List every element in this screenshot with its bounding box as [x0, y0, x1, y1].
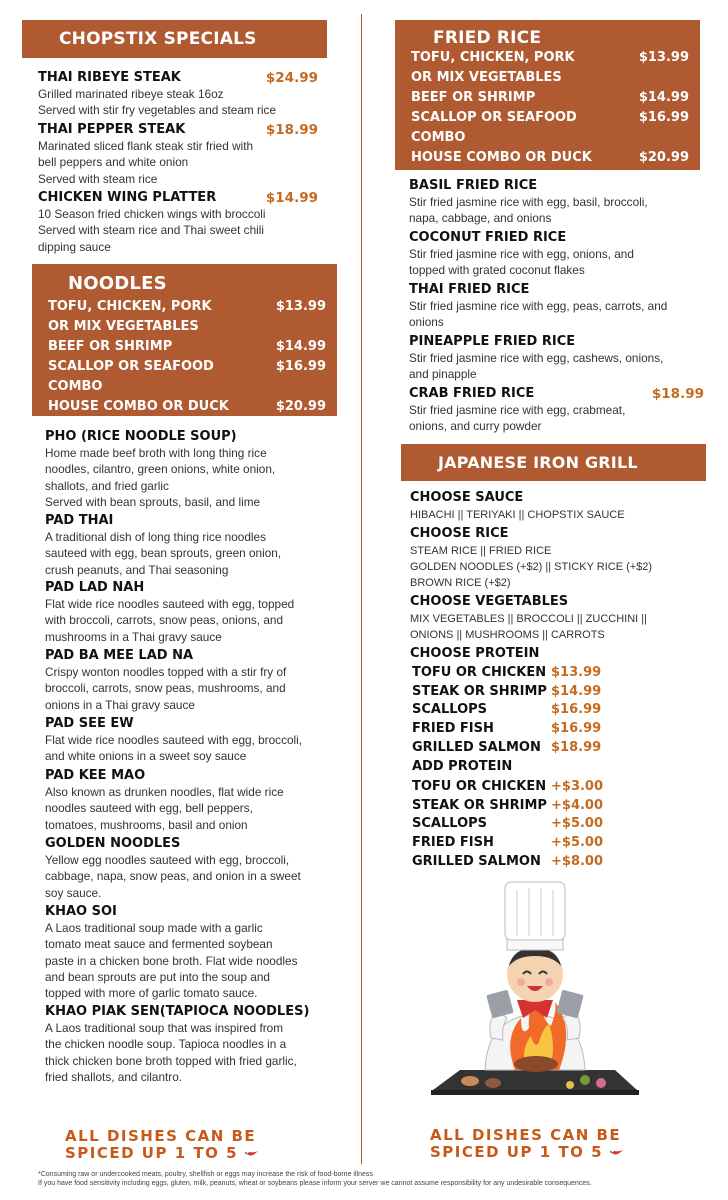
menu-item-name: PAD THAI [45, 513, 114, 528]
menu-item-description-line: Stir fried jasmine rice with egg, peas, carrots, and [409, 299, 668, 313]
protein-row [412, 740, 612, 755]
price-row [48, 339, 326, 354]
menu-item-description-line: 10 Season fried chicken wings with broccoli [38, 207, 266, 221]
menu-item-description-line: noodles, cilantro, green onions, white onion, [45, 462, 276, 477]
menu-item-description-line: the chicken noodle soup. Tapioca noodles in a [45, 1037, 287, 1052]
menu-item-name: PINEAPPLE FRIED RICE [409, 334, 576, 349]
menu-item-name: THAI RIBEYE STEAK [38, 70, 181, 85]
protein-price: $14.99 [551, 683, 602, 699]
rice-option-2: GOLDEN NOODLES (+$2) || STICKY RICE (+$2) [410, 561, 653, 573]
protein-price: +$4.00 [551, 797, 604, 813]
chili-pepper-icon [245, 1144, 259, 1162]
menu-item-name: THAI FRIED RICE [409, 282, 530, 297]
price-row-price: $14.99 [275, 339, 326, 354]
protein-label: FRIED FISH [412, 835, 494, 851]
price-row-label: HOUSE COMBO OR DUCK [411, 150, 592, 165]
menu-item [45, 904, 345, 1001]
fried-rice-banner [395, 20, 700, 170]
menu-item-description-line: sauteed with egg, bean sprouts, green onion, [45, 546, 282, 561]
menu-item-description-line: Served with bean sprouts, basil, and lime [45, 494, 261, 509]
protein-label: TOFU OR CHICKEN [412, 779, 547, 794]
rice-option-1: STEAM RICE || FRIED RICE [410, 545, 552, 557]
price-row [411, 50, 689, 65]
menu-item-description-line: soy sauce. [45, 885, 102, 900]
menu-item-name: COCONUT FRIED RICE [409, 230, 567, 245]
spice-note-right [430, 1127, 624, 1161]
protein-row [412, 684, 612, 699]
price-row-label: SCALLOP OR SEAFOOD [48, 359, 214, 374]
protein-label: STEAK OR SHRIMP [412, 797, 547, 813]
menu-item-price: $14.99 [265, 190, 318, 206]
protein-price: $13.99 [551, 665, 602, 680]
menu-item-description-line: paste in a chicken bone broth. Flat wide noodles [45, 953, 298, 968]
menu-item-description-line: crush peanuts, and Thai seasoning [45, 562, 229, 577]
price-row [48, 299, 326, 314]
chopstix-specials-banner [22, 20, 327, 58]
menu-item-description-line: onions in a Thai gravy sauce [45, 697, 195, 712]
menu-item [409, 282, 704, 331]
price-row-label: TOFU, CHICKEN, PORK [411, 50, 575, 65]
menu-item-name: GOLDEN NOODLES [45, 836, 181, 851]
menu-item-name: CRAB FRIED RICE [409, 386, 535, 401]
protein-price: $16.99 [551, 721, 602, 737]
menu-item-name: PAD SEE EW [45, 716, 134, 731]
vegetable-option-2: ONIONS || MUSHROOMS || CARROTS [410, 629, 605, 641]
menu-item-name: PAD KEE MAO [45, 768, 146, 783]
footnote-line1: *Consuming raw or undercooked meats, poultry, shellfish or eggs may increase the risk of food-borne illness [38, 1171, 373, 1178]
menu-item-price: $18.99 [651, 386, 704, 402]
menu-item [45, 648, 345, 713]
price-row [48, 379, 326, 394]
price-row-label: SCALLOP OR SEAFOOD [411, 110, 577, 125]
menu-item-description-line: Stir fried jasmine rice with egg, cashews, onions, [409, 351, 664, 365]
price-row [48, 319, 326, 334]
menu-item-description-line: shallots, and fried garlic [45, 478, 169, 493]
menu-item-price: $18.99 [265, 122, 318, 138]
protein-row [412, 854, 612, 869]
menu-item-description-line: A traditional dish of long thing rice noodles [45, 530, 267, 544]
footnote-line2: If you have food sensitivity including eggs, gluten, milk, peanuts, wheat or soybeans please inform your server we cannot assume responsibility for any undesirable consequences. [38, 1180, 592, 1187]
price-row-label: BEEF OR SHRIMP [48, 339, 173, 354]
price-row-price: $13.99 [638, 50, 689, 65]
price-row-price: $20.99 [638, 150, 689, 165]
price-row-label: COMBO [411, 130, 466, 145]
vegetable-option-1: MIX VEGETABLES || BROCCOLI || ZUCCHINI || [410, 613, 647, 625]
spice-note-line1: ALL DISHES CAN BE [65, 1127, 257, 1145]
menu-item-description-line: mushrooms in a Thai gravy sauce [45, 629, 222, 644]
spice-note-line2: SPICED UP 1 TO 5 [65, 1145, 259, 1162]
price-row-label: COMBO [48, 379, 103, 394]
iron-grill-banner [401, 444, 706, 481]
menu-item-description-line: cabbage, napa, snow peas, and onion in a sweet [45, 869, 301, 884]
protein-price: +$3.00 [551, 779, 604, 794]
menu-item [38, 122, 318, 187]
menu-item-name: KHAO SOI [45, 904, 117, 919]
spice-note-left [65, 1128, 259, 1162]
price-row-price: $13.99 [275, 299, 326, 314]
menu-item [45, 768, 345, 833]
menu-item-description-line: tomatoes, mushrooms, basil and onion [45, 817, 248, 832]
footnote [38, 1170, 592, 1188]
menu-item-description-line: napa, cabbage, and onions [409, 211, 552, 226]
menu-item-description-line: Stir fried jasmine rice with egg, onions, and [409, 247, 634, 261]
noodles-title: NOODLES [68, 273, 167, 294]
menu-item-name: CHICKEN WING PLATTER [38, 190, 217, 205]
price-row [411, 130, 689, 145]
fried-rice-title: FRIED RICE [433, 28, 542, 48]
menu-item-description-line: broccoli, carrots, snow peas, mushrooms, and [45, 681, 286, 696]
choose-protein-heading: CHOOSE PROTEIN [410, 646, 540, 661]
menu-item-description-line: and white onions in a sweet soy sauce [45, 749, 247, 764]
menu-item-description-line: and bean sprouts are put into the soup and [45, 969, 270, 984]
menu-item-description-line: Yellow egg noodles sauteed with egg, broccoli, [45, 853, 290, 867]
protein-label: GRILLED SALMON [412, 739, 541, 755]
add-protein-heading: ADD PROTEIN [412, 759, 513, 774]
protein-row [412, 665, 612, 680]
menu-item-price: $24.99 [265, 70, 318, 86]
protein-label: GRILLED SALMON [412, 853, 541, 869]
choose-rice-heading: CHOOSE RICE [410, 526, 509, 541]
menu-item [409, 178, 704, 227]
price-row-label: OR MIX VEGETABLES [48, 319, 199, 334]
menu-item-description-line: Served with stir fry vegetables and steam rice [38, 103, 277, 118]
iron-grill-title: JAPANESE IRON GRILL [438, 453, 638, 472]
price-row-label: HOUSE COMBO OR DUCK [48, 399, 229, 414]
sauce-options: HIBACHI || TERIYAKI || CHOPSTIX SAUCE [410, 509, 625, 521]
choose-vegetables-heading: CHOOSE VEGETABLES [410, 594, 569, 609]
spice-note-line1: ALL DISHES CAN BE [430, 1126, 622, 1144]
price-row [411, 90, 689, 105]
protein-row [412, 835, 612, 850]
price-row [48, 359, 326, 374]
menu-item [38, 70, 318, 119]
price-row [48, 399, 326, 414]
menu-item-name: PAD BA MEE LAD NA [45, 648, 194, 663]
menu-item [45, 716, 345, 765]
menu-item-description-line: fried shallots, and cilantro. [45, 1069, 183, 1084]
protein-price: $18.99 [551, 739, 602, 755]
price-row-label: BEEF OR SHRIMP [411, 90, 536, 105]
menu-item-name: KHAO PIAK SEN(TAPIOCA NOODLES) [45, 1004, 310, 1019]
protein-row [412, 702, 612, 717]
menu-item-description-line: bell peppers and white onion [38, 155, 189, 170]
menu-item-description-line: topped with more of garlic tomato sauce. [45, 986, 258, 1001]
menu-item-description-line: Flat wide rice noodles sauteed with egg, topped [45, 597, 295, 611]
protein-row [412, 779, 612, 794]
menu-item [45, 429, 345, 510]
menu-item-description-line: onions [409, 315, 444, 330]
protein-price: +$5.00 [551, 835, 604, 851]
price-row-price: $20.99 [275, 399, 326, 414]
menu-item-name: THAI PEPPER STEAK [38, 122, 186, 137]
menu-item [45, 513, 345, 578]
protein-row [412, 816, 612, 831]
menu-item-description-line: Also known as drunken noodles, flat wide rice [45, 785, 284, 799]
menu-item-description-line: Stir fried jasmine rice with egg, crabmeat, [409, 403, 626, 417]
menu-item-name: PAD LAD NAH [45, 580, 145, 595]
rice-option-3: BROWN RICE (+$2) [410, 577, 511, 589]
price-row [411, 70, 689, 85]
menu-item [45, 580, 345, 645]
price-row-price: $16.99 [638, 110, 689, 125]
price-row-price: $14.99 [638, 90, 689, 105]
price-row-price: $16.99 [275, 359, 326, 374]
menu-item-description-line: dipping sauce [38, 239, 111, 254]
menu-item-description-line: Served with steam rice and Thai sweet chili [38, 223, 264, 238]
chef-illustration [425, 878, 645, 1100]
noodles-banner [32, 264, 337, 416]
menu-item [38, 190, 318, 255]
protein-label: SCALLOPS [412, 702, 488, 718]
menu-item-description-line: Marinated sliced flank steak stir fried with [38, 139, 254, 153]
menu-item-description-line: onions, and curry powder [409, 419, 542, 434]
protein-label: TOFU OR CHICKEN [412, 665, 547, 680]
menu-item-description-line: noodles sauteed with egg, bell peppers, [45, 801, 253, 816]
menu-item-description-line: Flat wide rice noodles sauteed with egg, broccoli, [45, 733, 303, 747]
menu-item-name: BASIL FRIED RICE [409, 178, 538, 193]
menu-item-description-line: A Laos traditional soup that was inspired from [45, 1021, 284, 1035]
protein-row [412, 798, 612, 813]
menu-item-description-line: Served with steam rice [38, 171, 158, 186]
protein-price: +$5.00 [551, 816, 604, 832]
chopstix-specials-title: CHOPSTIX SPECIALS [59, 29, 257, 49]
menu-item-description-line: Home made beef broth with long thing rice [45, 446, 267, 460]
protein-label: FRIED FISH [412, 721, 494, 737]
menu-item [409, 386, 704, 435]
protein-label: SCALLOPS [412, 816, 488, 832]
price-row-label: OR MIX VEGETABLES [411, 70, 562, 85]
menu-item-description-line: Grilled marinated ribeye steak 16oz [38, 87, 224, 101]
column-divider [361, 14, 362, 1164]
menu-item [409, 334, 704, 383]
menu-item [45, 836, 345, 901]
menu-item-description-line: Stir fried jasmine rice with egg, basil, broccoli, [409, 195, 648, 209]
price-row-label: TOFU, CHICKEN, PORK [48, 299, 212, 314]
spice-note-line2: SPICED UP 1 TO 5 [430, 1144, 624, 1161]
menu-item-description-line: tomato meat sauce and fermented soybean [45, 937, 273, 952]
menu-item-description-line: with broccoli, carrots, snow peas, onions, and [45, 613, 284, 628]
menu-item-description-line: topped with grated coconut flakes [409, 263, 585, 278]
choose-sauce-heading: CHOOSE SAUCE [410, 490, 524, 505]
menu-item-name: PHO (RICE NOODLE SOUP) [45, 429, 237, 444]
menu-item-description-line: thick chicken bone broth topped with fried garlic, [45, 1053, 297, 1068]
protein-price: +$8.00 [551, 853, 604, 869]
chili-pepper-icon [610, 1143, 624, 1161]
menu-item-description-line: A Laos traditional soup made with a garlic [45, 921, 263, 935]
protein-label: STEAK OR SHRIMP [412, 683, 547, 699]
menu-item-description-line: Crispy wonton noodles topped with a stir fry of [45, 665, 287, 679]
protein-row [412, 721, 612, 736]
price-row [411, 150, 689, 165]
menu-item [45, 1004, 345, 1085]
protein-price: $16.99 [551, 702, 602, 718]
price-row [411, 110, 689, 125]
menu-item [409, 230, 704, 279]
menu-item-description-line: and pinapple [409, 367, 477, 382]
